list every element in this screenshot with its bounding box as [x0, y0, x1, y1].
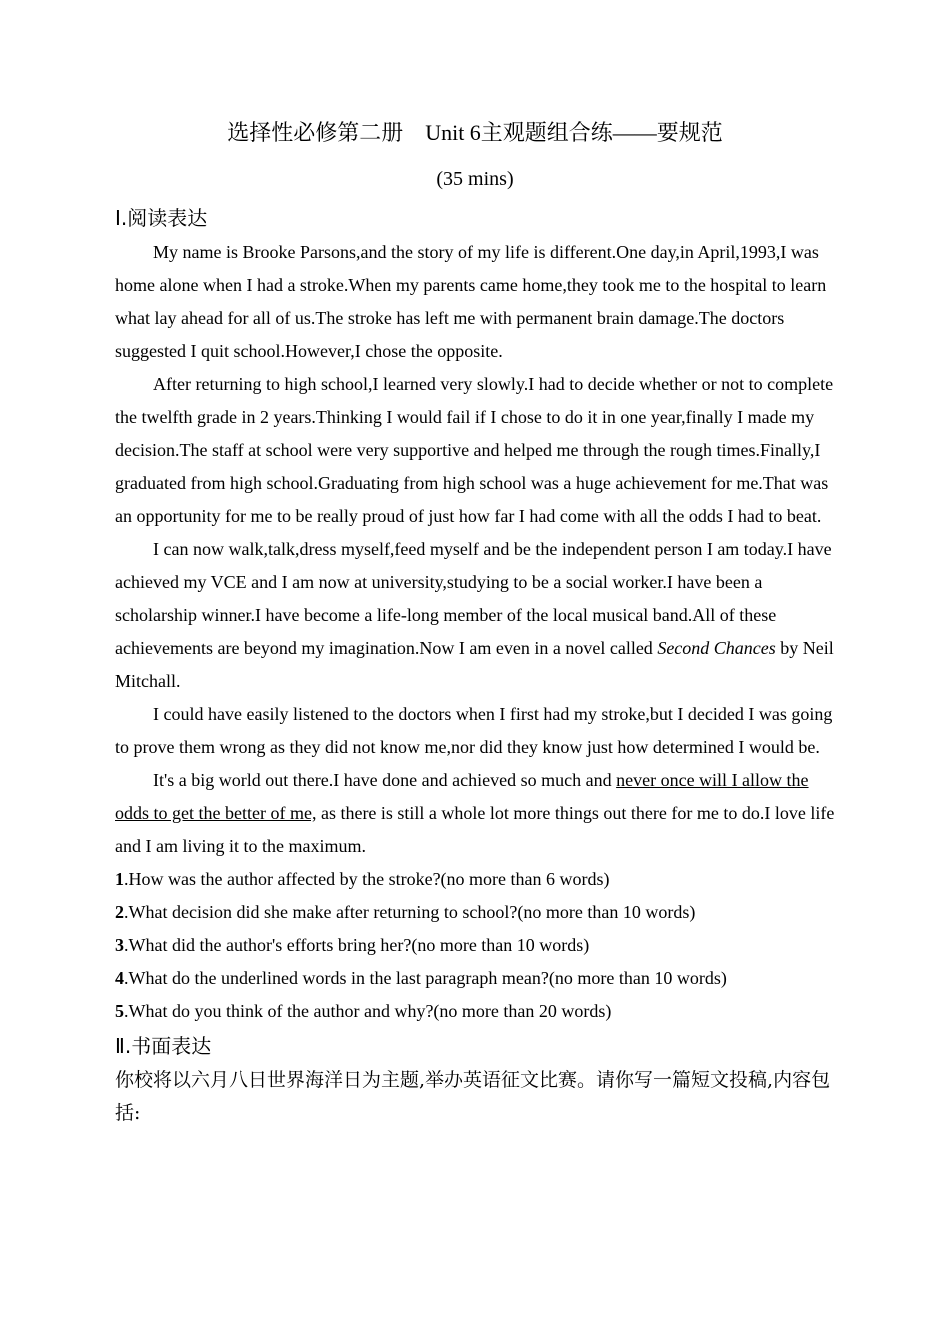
question-text: .What do the underlined words in the last paragraph mean?(no more than 10 words): [124, 968, 727, 988]
passage-paragraph-5: [115, 764, 837, 863]
question-number: 1: [115, 869, 124, 889]
underlined-phrase: never once will I allow the odds to get the better of me,: [115, 770, 809, 823]
paragraph-3-text: I can now walk,talk,dress myself,feed myself and be the independent person I am today.I have achieved my VCE and I am now at university,studying to be a social worker.I have been a scholarship winner.I have become a life-long member of the local musical band.All of these achievements are beyond my imagination.Now I am even in a novel called: [115, 539, 832, 658]
paragraph-5-tail: as there is still a whole lot more things out there for me to do.I love life and I am living it to the maximum.: [115, 803, 835, 856]
passage-paragraph-4: I could have easily listened to the doctors when I first had my stroke,but I decided I was going to prove them wrong as they did not know me,nor did they know just how determined I would be.: [115, 704, 833, 757]
question-item: [115, 896, 837, 929]
question-number: 4: [115, 968, 124, 988]
question-item: [115, 962, 837, 995]
page-title: 选择性必修第二册 Unit 6主观题组合练——要规范: [227, 120, 723, 145]
document-body: [115, 200, 837, 1130]
question-number: 3: [115, 935, 124, 955]
paragraph-5-text: It's a big world out there.I have done and achieved so much and: [153, 770, 617, 790]
question-item: [115, 863, 837, 896]
writing-instruction: 你校将以六月八日世界海洋日为主题,举办英语征文比赛。请你写一篇短文投稿,内容包括:: [115, 1069, 831, 1124]
question-item: [115, 929, 837, 962]
question-text: .How was the author affected by the stroke?(no more than 6 words): [124, 869, 610, 889]
section-heading-writing: Ⅱ.书面表达: [115, 1034, 212, 1058]
passage-paragraph-1: My name is Brooke Parsons,and the story of my life is different.One day,in April,1993,I was home alone when I had a stroke.When my parents came home,they took me to the hospital to learn what lay ahead for all of us.The stroke has left me with permanent brain damage.The doctors suggested I quit school.However,I chose the opposite.: [115, 242, 827, 361]
question-text: .What did the author's efforts bring her?(no more than 10 words): [124, 935, 590, 955]
question-text: .What do you think of the author and why?(no more than 20 words): [124, 1001, 612, 1021]
time-limit: (35 mins): [436, 168, 514, 190]
paragraph-3-tail: by Neil Mitchall.: [115, 638, 834, 691]
section-heading-reading: Ⅰ.阅读表达: [115, 206, 208, 230]
question-number: 5: [115, 1001, 124, 1021]
passage-paragraph-2: After returning to high school,I learned very slowly.I had to decide whether or not to complete the twelfth grade in 2 years.Thinking I would fail if I chose to do it in one year,finally I made my decision.The staff at school were very supportive and helped me through the rough times.Finally,I graduated from high school.Graduating from high school was a huge achievement for me.That was an opportunity for me to be really proud of just how far I had come with all the odds I had to beat.: [115, 374, 834, 526]
passage-paragraph-3: [115, 533, 837, 698]
question-number: 2: [115, 902, 124, 922]
question-item: [115, 995, 837, 1028]
question-text: .What decision did she make after returning to school?(no more than 10 words): [124, 902, 696, 922]
book-title: Second Chances: [657, 638, 776, 658]
